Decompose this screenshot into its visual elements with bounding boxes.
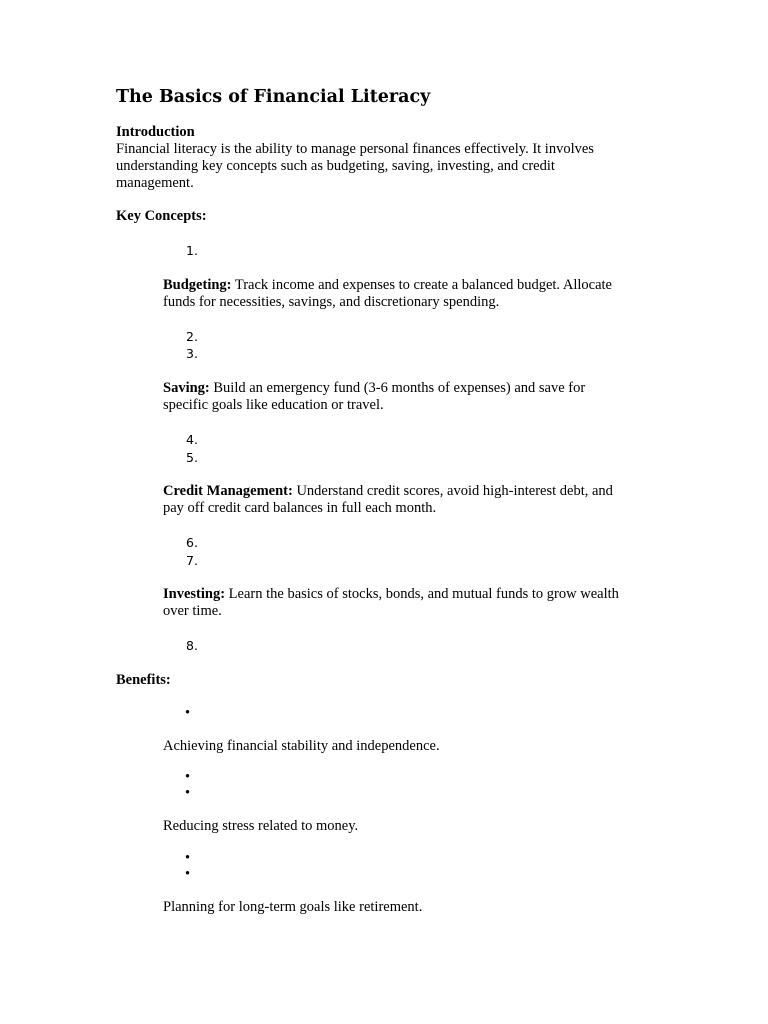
concept-term: Credit Management: bbox=[163, 483, 293, 499]
concept-budgeting bbox=[163, 277, 612, 311]
list-bullet: • bbox=[185, 705, 191, 721]
list-number: 2. bbox=[186, 329, 198, 344]
introduction-paragraph bbox=[116, 141, 594, 192]
concept-credit-management bbox=[163, 483, 613, 517]
list-number: 5. bbox=[186, 450, 198, 465]
list-bullet: • bbox=[185, 785, 191, 801]
introduction-line: understanding key concepts such as budgeting, saving, investing, and credit bbox=[116, 158, 555, 174]
benefits-heading: Benefits: bbox=[116, 672, 171, 688]
concept-line bbox=[163, 380, 585, 397]
list-bullet: • bbox=[185, 866, 191, 882]
concept-saving bbox=[163, 380, 585, 414]
document-title: The Basics of Financial Literacy bbox=[116, 87, 431, 107]
concept-line: over time. bbox=[163, 603, 222, 619]
list-number: 3. bbox=[186, 346, 198, 361]
concept-text: Understand credit scores, avoid high-interest debt, and bbox=[292, 483, 613, 499]
introduction-heading: Introduction bbox=[116, 124, 195, 140]
benefit-item: Achieving financial stability and independence. bbox=[163, 738, 440, 754]
concept-line bbox=[163, 277, 612, 294]
concept-term: Investing: bbox=[163, 586, 226, 602]
concept-line: specific goals like education or travel. bbox=[163, 397, 384, 413]
concept-line bbox=[163, 483, 613, 500]
introduction-line: Financial literacy is the ability to manage personal finances effectively. It involves bbox=[116, 141, 594, 157]
benefit-item: Planning for long-term goals like retirement. bbox=[163, 899, 423, 915]
concept-text: Track income and expenses to create a balanced budget. Allocate bbox=[231, 277, 612, 293]
concept-line: pay off credit card balances in full each month. bbox=[163, 500, 437, 516]
benefit-item: Reducing stress related to money. bbox=[163, 818, 359, 834]
concept-investing bbox=[163, 586, 619, 620]
list-bullet: • bbox=[185, 769, 191, 785]
introduction-line: management. bbox=[116, 175, 194, 191]
list-number: 8. bbox=[186, 638, 198, 653]
list-number: 4. bbox=[186, 432, 198, 447]
list-bullet: • bbox=[185, 850, 191, 866]
concept-term: Budgeting: bbox=[163, 277, 232, 293]
key-concepts-heading: Key Concepts: bbox=[116, 208, 207, 224]
concept-line bbox=[163, 586, 619, 603]
list-number: 6. bbox=[186, 535, 198, 550]
concept-text: Build an emergency fund (3-6 months of expenses) and save for bbox=[209, 380, 586, 396]
concept-text: Learn the basics of stocks, bonds, and mutual funds to grow wealth bbox=[225, 586, 619, 602]
list-number: 7. bbox=[186, 553, 198, 568]
list-number: 1. bbox=[186, 243, 198, 258]
concept-line: funds for necessities, savings, and discretionary spending. bbox=[163, 294, 500, 310]
concept-term: Saving: bbox=[163, 380, 210, 396]
